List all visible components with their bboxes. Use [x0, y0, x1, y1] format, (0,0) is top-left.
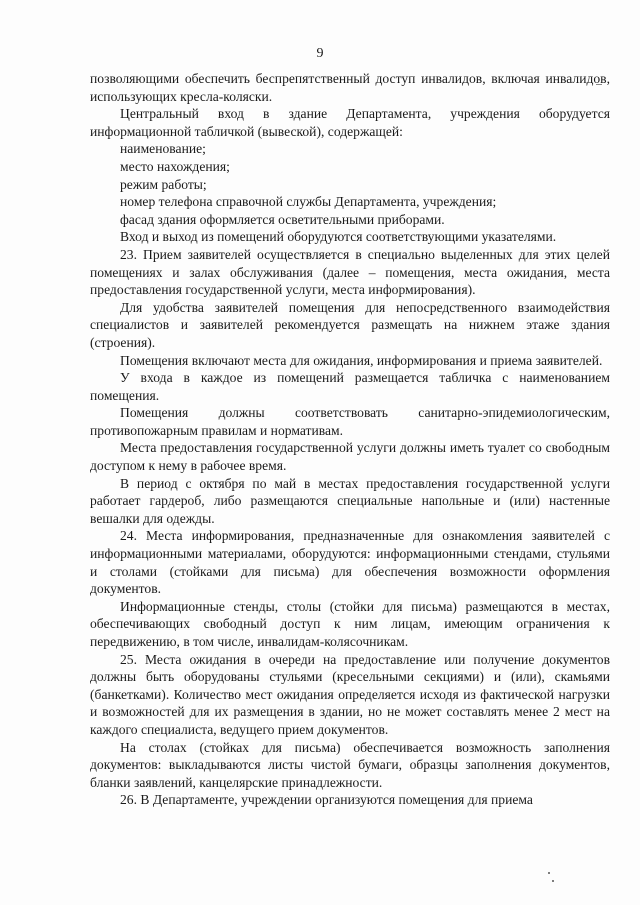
- document-body: [90, 70, 610, 809]
- list-item: фасад здания оформляется осветительными приборами.: [120, 211, 445, 227]
- paragraph: Помещения должны соответствовать санитарно-эпидемиологическим, противопожарным правилам и нормативам.: [90, 405, 610, 438]
- paragraph: Места предоставления государственной услуги должны иметь туалет со свободным доступом к нему в рабочее время.: [90, 440, 610, 474]
- paragraph: Помещения включают места для ожидания, информирования и приема заявителей.: [120, 352, 603, 368]
- paragraph: 23. Прием заявителей осуществляется в специально выделенных для этих целей помещениях и залах обслуживания (далее – помещения, места ожидания, места предоставления государственной услуги, места информирования).: [90, 246, 610, 298]
- list-item: место нахождения;: [120, 158, 230, 174]
- list-item: наименование;: [120, 141, 206, 157]
- paragraph: Информационные стенды, столы (стойки для письма) размещаются в местах, обеспечивающих свободный доступ к ним лицам, имеющим ограничения к передвижению, в том числе, инвалидам-колясочникам.: [90, 598, 610, 649]
- paragraph: Центральный вход в здание Департамента, учреждения оборудуется информационной табличкой (вывеской), содержащей:: [90, 106, 610, 139]
- paragraph: позволяющими обеспечить беспрепятственный доступ инвалидов, включая инвалидов, использующих кресла-коляски.: [90, 71, 610, 104]
- paragraph: У входа в каждое из помещений размещается табличка с наименованием помещения.: [90, 370, 610, 403]
- paragraph: На столах (стойках для письма) обеспечивается возможность заполнения документов: выкладываются листы чистой бумаги, образцы заполнения документов, бланки заявлений, канцелярские принадлежности.: [90, 739, 610, 790]
- list-item: режим работы;: [120, 176, 207, 192]
- paragraph: Вход и выход из помещений оборудуются соответствующими указателями.: [120, 229, 557, 245]
- scan-speck: [548, 872, 550, 874]
- page-number: 9: [316, 46, 324, 61]
- paragraph: 24. Места информирования, предназначенные для ознакомления заявителей с информационными материалами, оборудуются: информационными стендами, стульями и столами (стойками для письма) для обеспечения возможности оформления документов.: [90, 528, 610, 597]
- paragraph: 25. Места ожидания в очереди на предоставление или получение документов должны быть оборудованы стульями (кресельными секциями) и (или), скамьями (банкетками). Количество мест ожидания определяется исходя из фактической нагрузки и возможностей для их размещения в здании, но не может составлять менее 2 мест на каждого специалиста, ведущего прием документов.: [90, 651, 610, 737]
- scan-speck: [552, 880, 554, 882]
- paragraph: Для удобства заявителей помещения для непосредственного взаимодействия специалистов и заявителей рекомендуется размещать на нижнем этаже здания (строения).: [90, 299, 610, 350]
- list-item: номер телефона справочной службы Департамента, учреждения;: [120, 194, 497, 210]
- paragraph: В период с октября по май в местах предоставления государственной услуги работает гардероб, либо размещаются специальные напольные и (или) настенные вешалки для одежды.: [90, 475, 610, 526]
- paragraph: 26. В Департаменте, учреждении организуются помещения для приема: [120, 792, 533, 808]
